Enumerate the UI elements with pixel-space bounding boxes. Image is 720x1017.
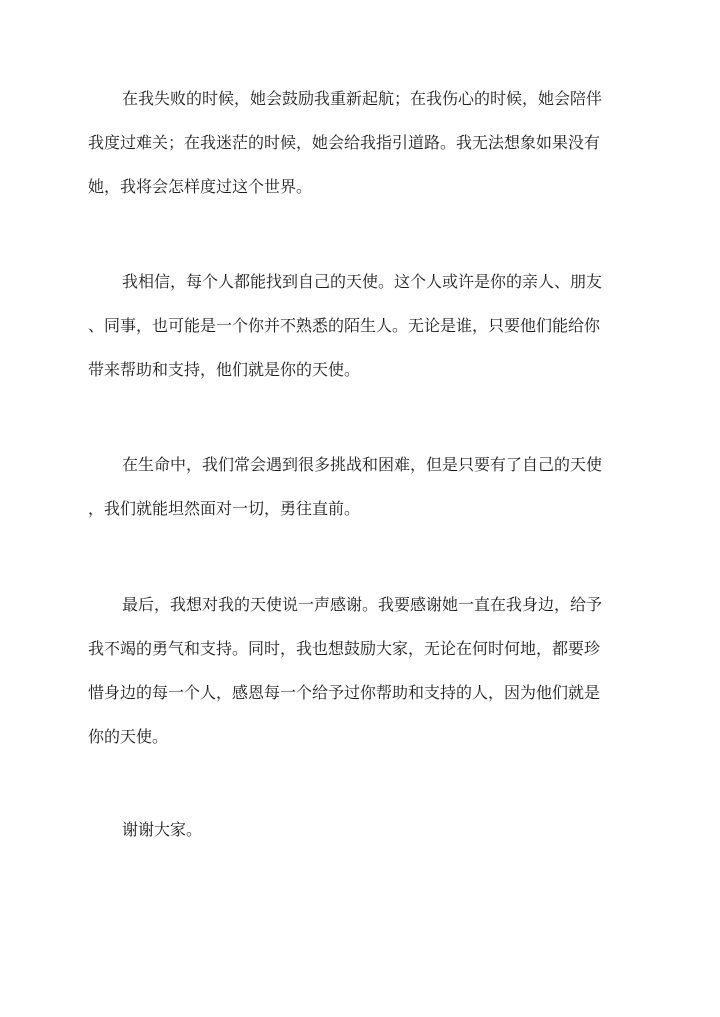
paragraph-everyone-has-angel [88,260,636,392]
paragraph-line: 我不竭的勇气和支持。同时，我也想鼓励大家，无论在何时何地，都要珍 [88,639,601,658]
paragraph-line: 她，我将会怎样度过这个世界。 [88,177,313,196]
paragraph-line: 我相信，每个人都能找到自己的天使。这个人或许是你的亲人、朋友 [122,272,603,291]
paragraph-thanks [88,808,636,852]
paragraph-line: 带来帮助和支持，他们就是你的天使。 [88,360,361,379]
paragraph-line: 我度过难关；在我迷茫的时候，她会给我指引道路。我无法想象如果没有 [88,133,601,152]
paragraph-line: 最后，我想对我的天使说一声感谢。我要感谢她一直在我身边，给予 [122,595,603,614]
paragraph-line: 谢谢大家。 [122,820,203,839]
paragraph-line: 你的天使。 [88,727,169,746]
paragraph-gratitude [88,583,636,759]
paragraph-line: 惜身边的每一个人，感恩每一个给予过你帮助和支持的人，因为他们就是 [88,683,601,702]
paragraph-line: 、同事，也可能是一个你并不熟悉的陌生人。无论是谁，只要他们能给你 [88,316,601,335]
paragraph-line: 在生命中，我们常会遇到很多挑战和困难，但是只要有了自己的天使 [122,455,603,474]
paragraph-challenges [88,443,636,531]
paragraph-line: ，我们就能坦然面对一切，勇往直前。 [88,499,361,518]
paragraph-line: 在我失败的时候，她会鼓励我重新起航；在我伤心的时候，她会陪伴 [122,89,603,108]
paragraph-failure-encouragement [88,77,636,209]
